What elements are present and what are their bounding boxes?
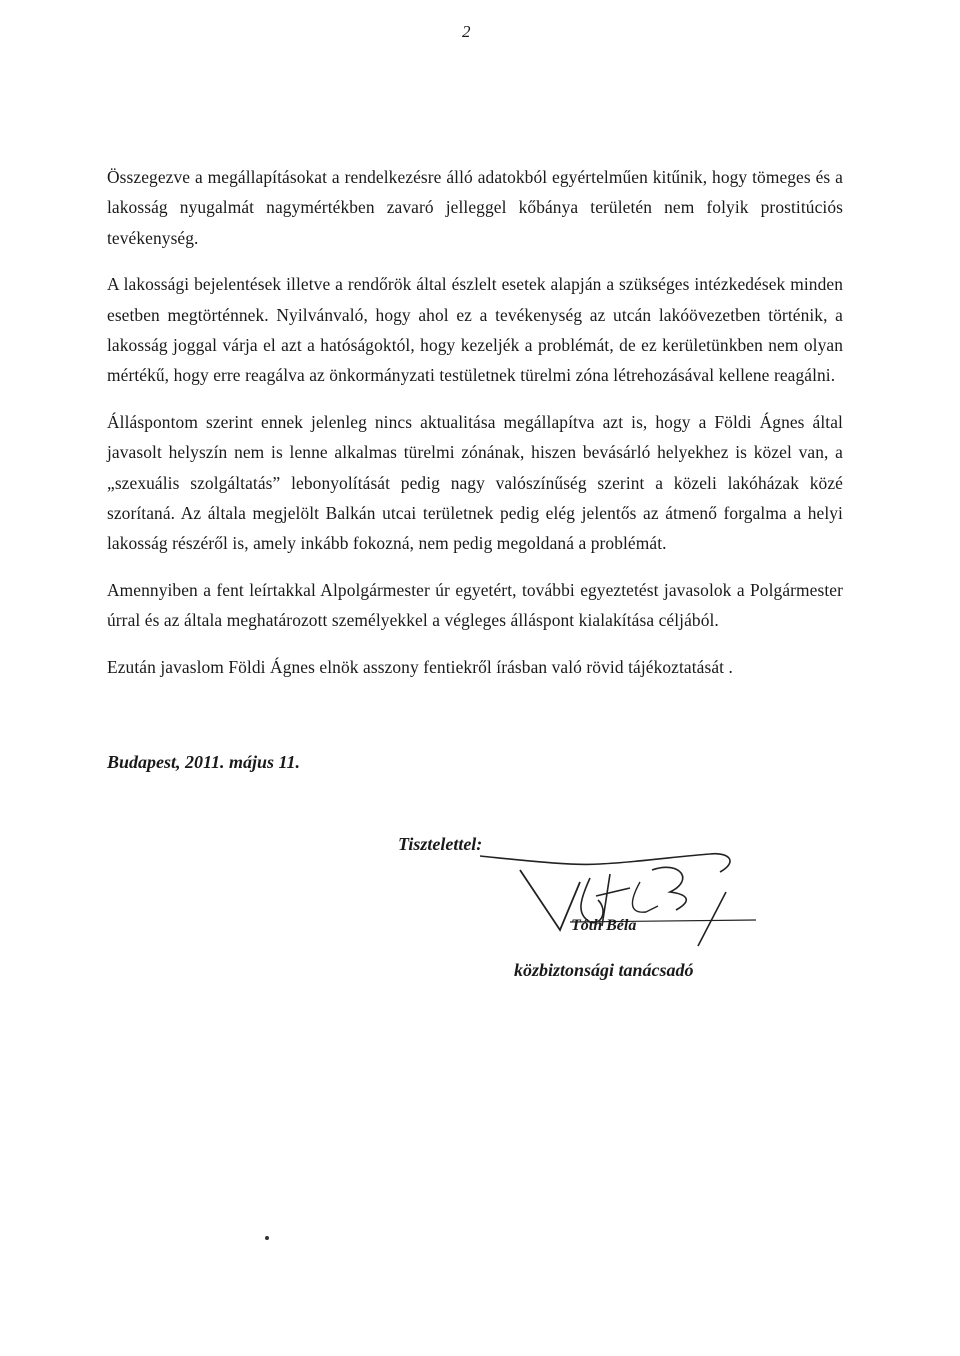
scan-speck — [265, 1236, 269, 1240]
page-number: 2 — [462, 22, 471, 41]
letter-body — [107, 162, 843, 698]
paragraph-proposal: Amennyiben a fent leírtakkal Alpolgármester úr egyetért, további egyeztetést javasolok a Polgármester úrral és az általa meghatározott személyekkel a végleges álláspont kialakítása céljából. — [107, 579, 843, 631]
date-line: Budapest, 2011. május 11. — [107, 752, 301, 772]
paragraph-summary: Összegezve a megállapításokat a rendelkezésre álló adatokból egyértelműen kitűnik, hogy tömeges és a lakosság nyugalmát nagymértékben zavaró jelleggel kőbánya területén nem folyik prostitúciós tevékenység. — [107, 167, 843, 248]
paragraph-reports: A lakossági bejelentések illetve a rendőrök által észlelt esetek alapján a szükséges intézkedések minden esetben megtörténnek. Nyilvánvaló, hogy ahol ez a tevékenység az utcán lakóövezetben történik, a lakosság joggal várja el azt a hatóságoktól, hogy kezeljék a problémát, de ez kerületünkben nem olyan mértékű, hogy erre reagálva az önkormányzati testületnek türelmi zóna létrehozásával kellene reagálni. — [107, 274, 843, 386]
paragraph-next-step: Ezután javaslom Földi Ágnes elnök asszony fentiekről írásban való rövid tájékoztatását . — [107, 656, 733, 677]
paragraph-position: Álláspontom szerint ennek jelenleg nincs aktualitása megállapítva azt is, hogy a Földi Ágnes által javasolt helyszín nem is lenne alkalmas türelmi zónának, hiszen bevásárló helyekhez is közel van, a „szexuális szolgáltatás” lebonyolítását pedig nagy valószínűség szerint a közeli lakóházak közé szorítaná. Az általa megjelölt Balkán utcai területnek pedig elég jelentős az átmenő forgalma a helyi lakosság részéről is, amely inkább fokozná, nem pedig megoldaná a problémát. — [107, 411, 843, 554]
greeting: Tisztelettel: — [398, 834, 483, 854]
signer-name: Tóth Béla — [571, 917, 637, 934]
signer-title: közbiztonsági tanácsadó — [514, 960, 694, 980]
